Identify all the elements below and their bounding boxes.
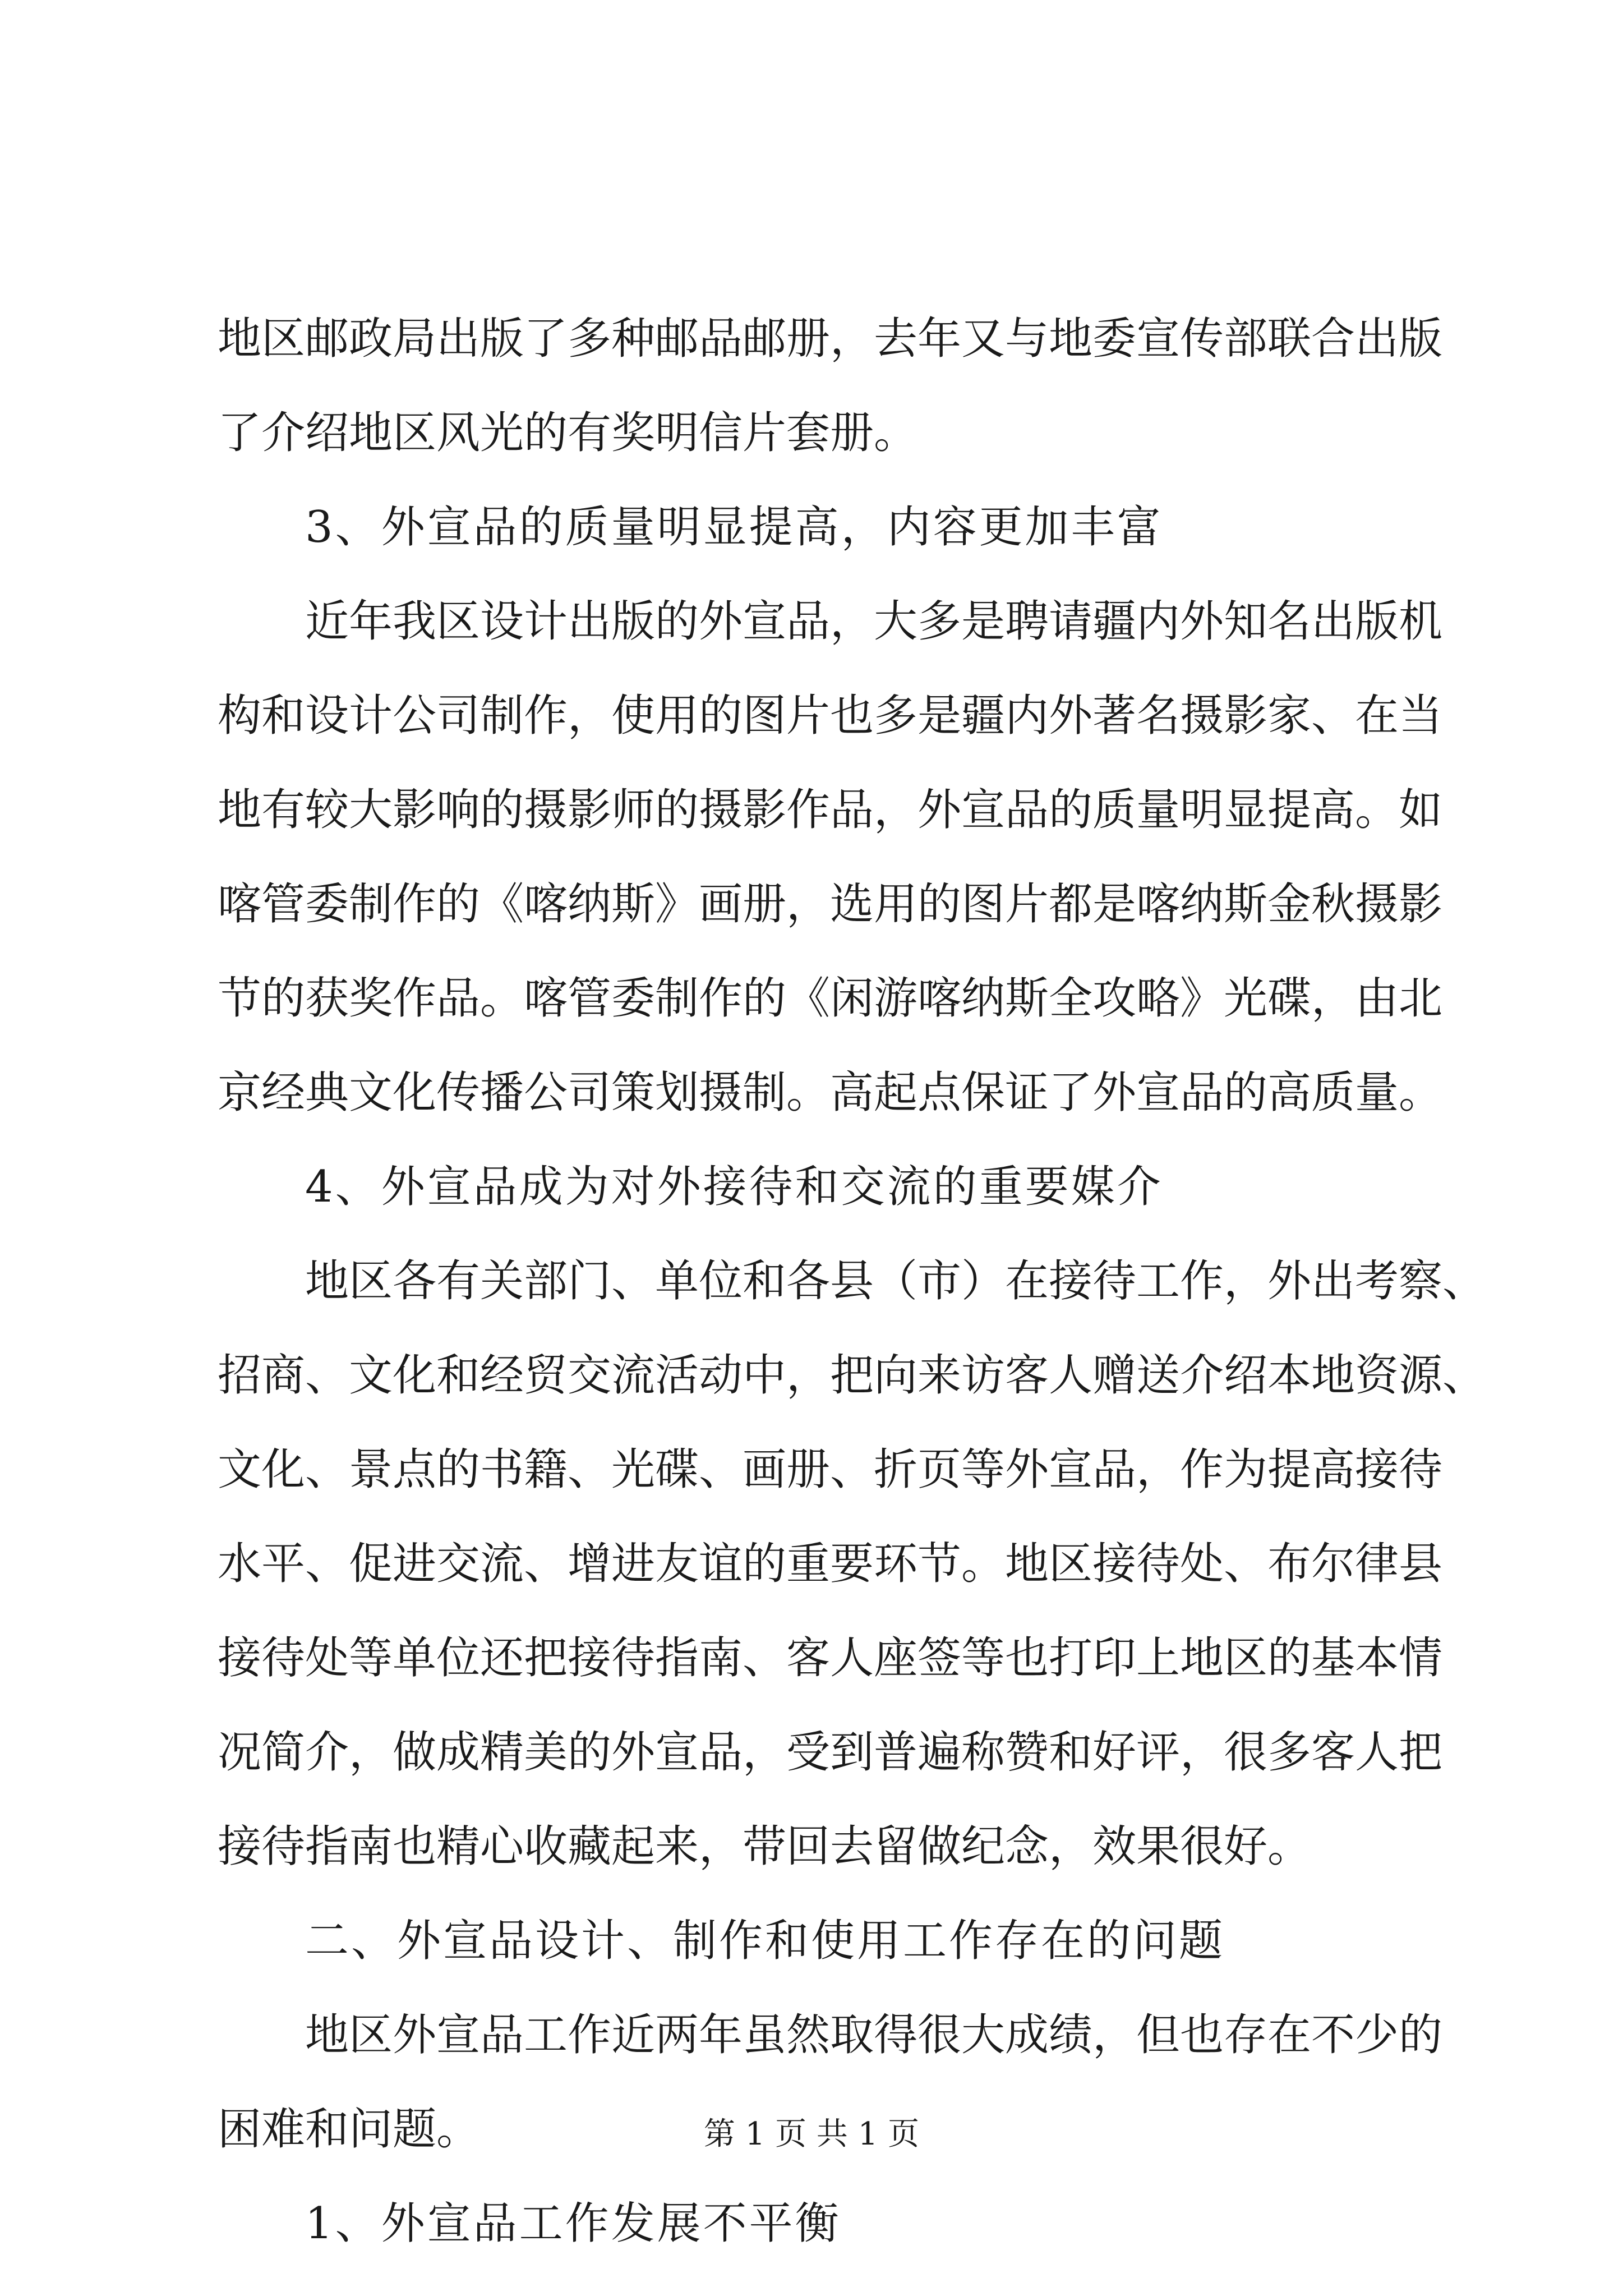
paragraph-line: 地区邮政局出版了多种邮品邮册，去年又与地委宣传部联合出版 xyxy=(218,314,1443,364)
section-heading: 4、外宣品成为对外接待和交流的重要媒介 xyxy=(305,1162,1163,1212)
paragraph-line: 了介绍地区风光的有奖明信片套册。 xyxy=(218,408,918,458)
paragraph-line: 节的获奖作品。喀管委制作的《闲游喀纳斯全攻略》光碟，由北 xyxy=(218,973,1443,1024)
page-footer xyxy=(0,2115,1623,2154)
paragraph-line: 地区各有关部门、单位和各县（市）在接待工作，外出考察、 xyxy=(305,1256,1487,1306)
paragraph-line: 况简介，做成精美的外宣品，受到普遍称赞和好评，很多客人把 xyxy=(218,1727,1443,1778)
paragraph-line: 地有较大影响的摄影师的摄影作品，外宣品的质量明显提高。如 xyxy=(218,785,1443,835)
section-heading: 3、外宣品的质量明显提高，内容更加丰富 xyxy=(305,502,1163,553)
paragraph-line: 地区外宣品工作近两年虽然取得很大成绩，但也存在不少的 xyxy=(305,2010,1443,2060)
paragraph-line: 水平、促进交流、增进友谊的重要环节。地区接待处、布尔律县 xyxy=(218,1539,1443,1589)
paragraph-line: 喀管委制作的《喀纳斯》画册，选用的图片都是喀纳斯金秋摄影 xyxy=(218,879,1443,930)
document-body xyxy=(218,292,1487,2271)
page-number-label: 第 1 页 共 1 页 xyxy=(703,2116,920,2152)
paragraph-line: 招商、文化和经贸交流活动中，把向来访客人赠送介绍本地资源、 xyxy=(218,1350,1487,1401)
paragraph-line: 接待指南也精心收藏起来，带回去留做纪念，效果很好。 xyxy=(218,1821,1312,1872)
section-heading: 1、外宣品工作发展不平衡 xyxy=(305,2198,841,2249)
paragraph-line: 文化、景点的书籍、光碟、画册、折页等外宣品，作为提高接待 xyxy=(218,1444,1443,1495)
paragraph-line: 接待处等单位还把接待指南、客人座签等也打印上地区的基本情 xyxy=(218,1633,1443,1683)
paragraph-line: 构和设计公司制作，使用的图片也多是疆内外著名摄影家、在当 xyxy=(218,691,1443,741)
paragraph-line: 困难和问题。 xyxy=(218,2104,481,2155)
paragraph-line: 近年我区设计出版的外宣品，大多是聘请疆内外知名出版机 xyxy=(305,596,1443,647)
paragraph-line: 京经典文化传播公司策划摄制。高起点保证了外宣品的高质量。 xyxy=(218,1068,1443,1118)
section-heading: 二、外宣品设计、制作和使用工作存在的问题 xyxy=(305,1916,1225,1966)
